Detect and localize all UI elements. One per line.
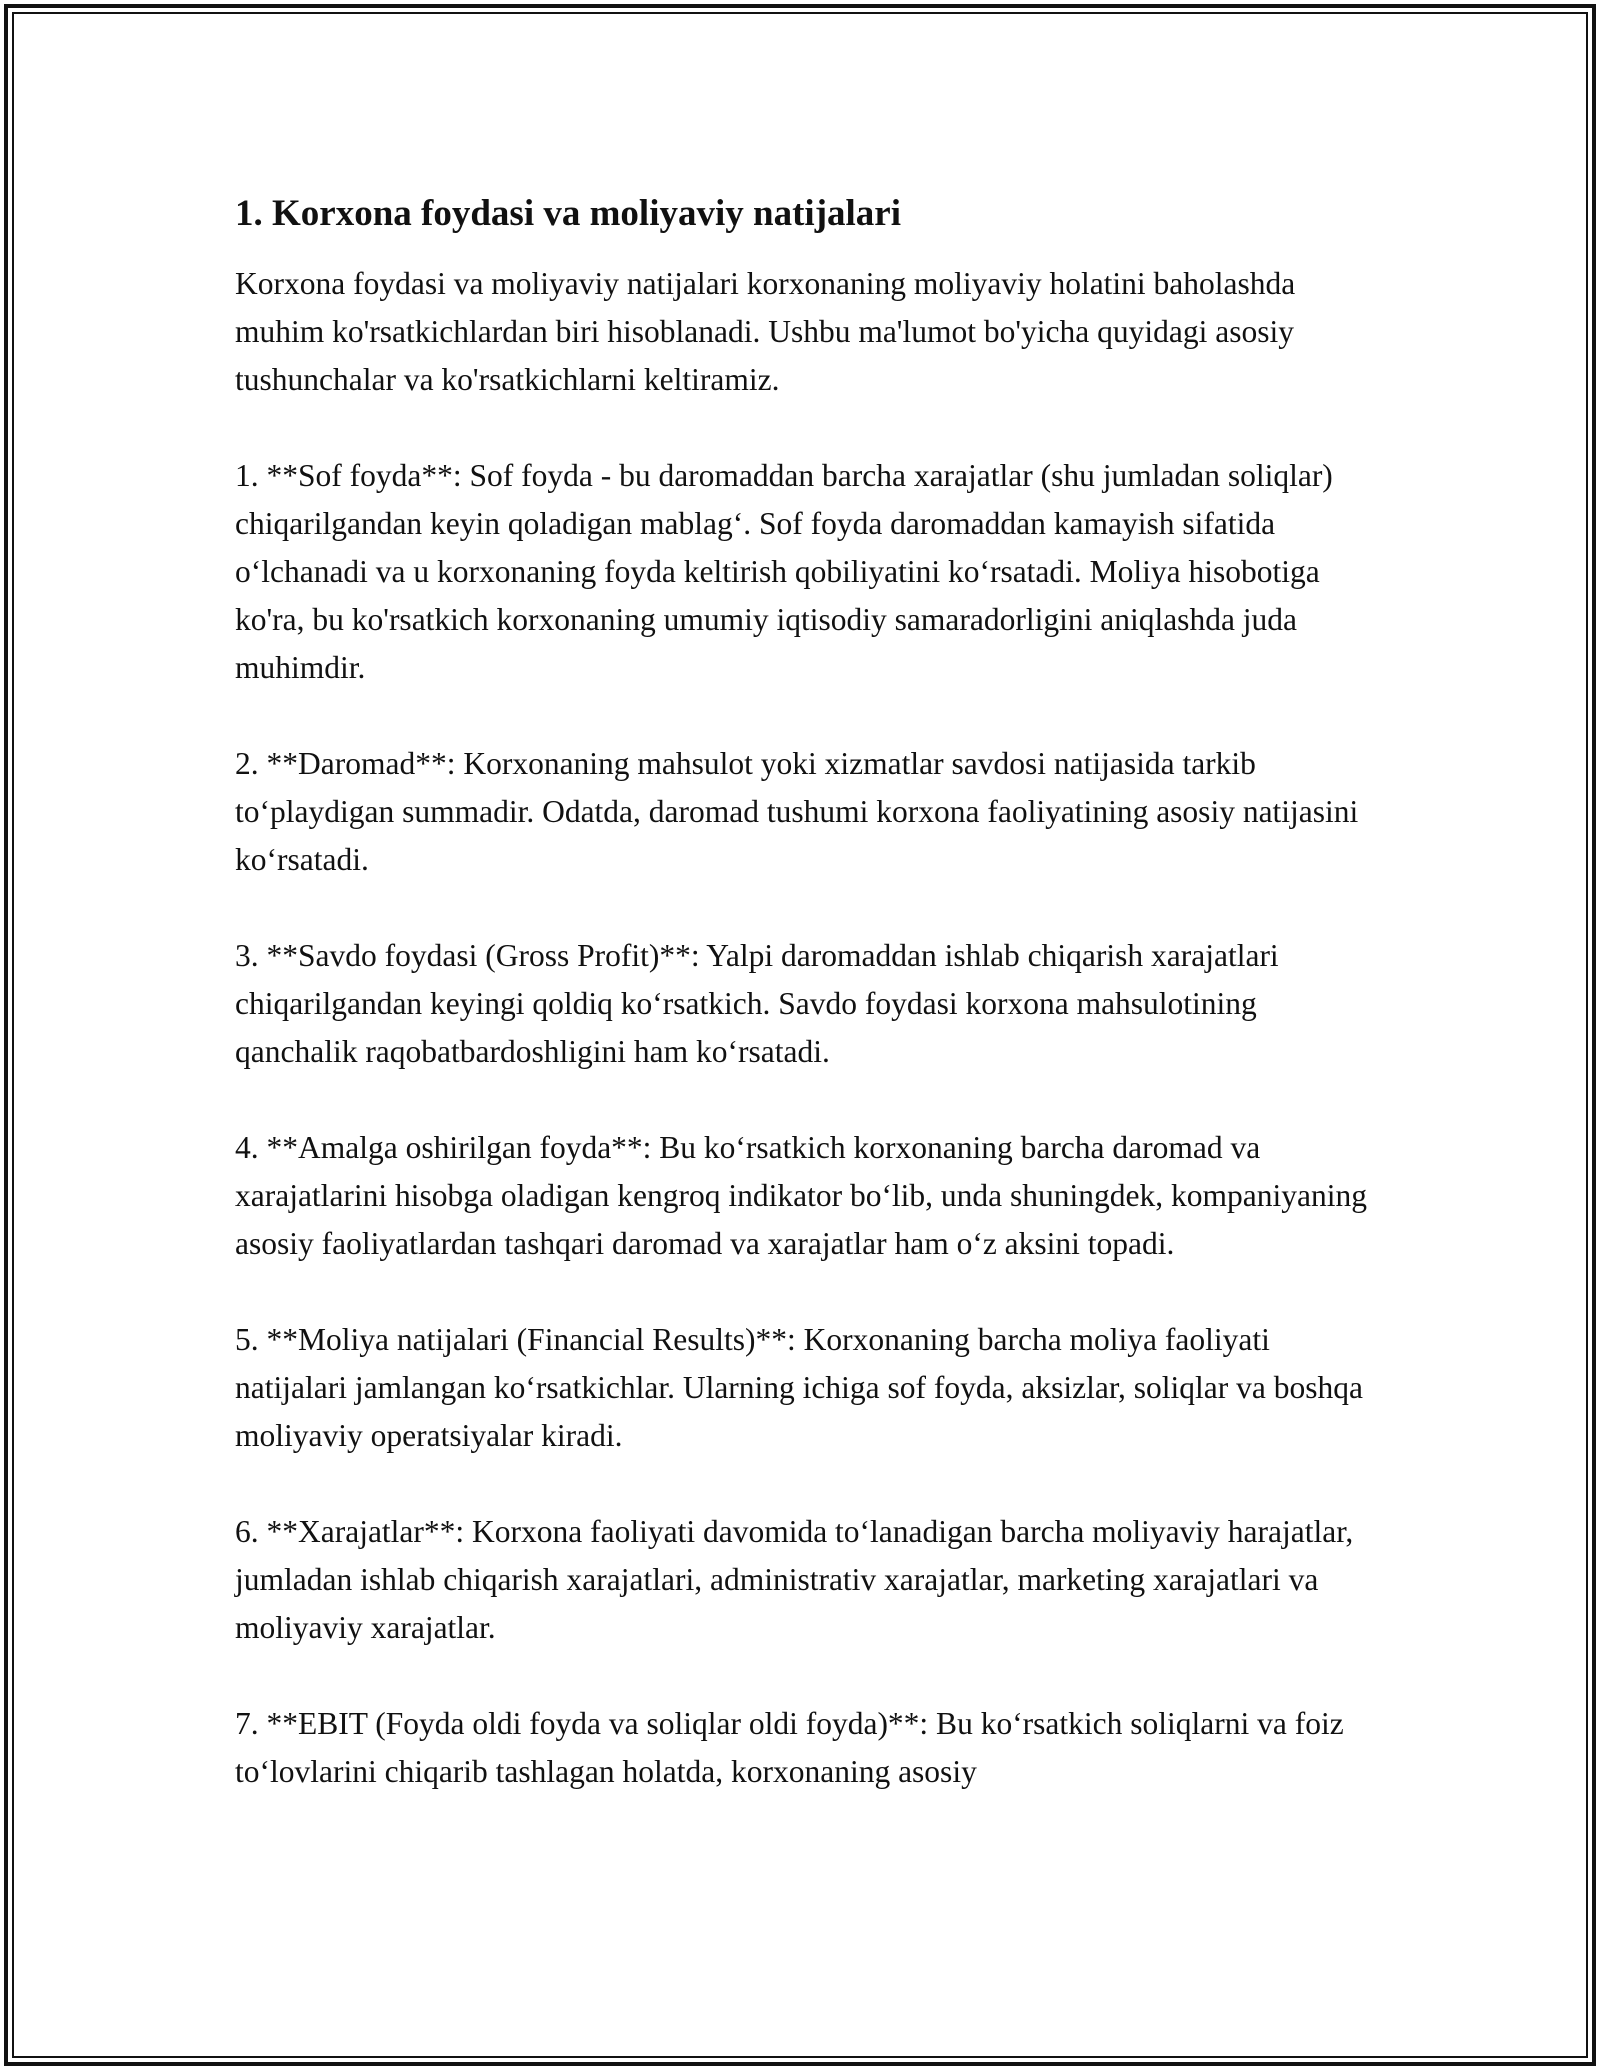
list-item-daromad: 2. **Daromad**: Korxonaning mahsulot yoki xizmatlar savdosi natijasida tarkib to‘playdigan summadir. Odatda, daromad tushumi korxona faoliyatining asosiy natijasini ko‘rsatadi. — [235, 746, 1359, 877]
list-item-moliya-natijalari: 5. **Moliya natijalari (Financial Results)**: Korxonaning barcha moliya faoliyati natijalari jamlangan ko‘rsatkichlar. Ularning ichiga sof foyda, aksizlar, soliqlar va boshqa moliyaviy operatsiyalar kiradi. — [235, 1322, 1364, 1453]
intro-paragraph: Korxona foydasi va moliyaviy natijalari korxonaning moliyaviy holatini baholashda muhim ko'rsatkichlardan biri hisoblanadi. Ushbu ma'lumot bo'yicha quyidagi asosiy tushunchalar va ko'rsatkichlarni keltiramiz. — [235, 266, 1296, 397]
list-item-savdo-foydasi: 3. **Savdo foydasi (Gross Profit)**: Yalpi daromaddan ishlab chiqarish xarajatlari chiqarilgandan keyingi qoldiq ko‘rsatkich. Savdo foydasi korxona mahsulotining qanchalik raqobatbardoshligini ham ko‘rsatadi. — [235, 938, 1279, 1069]
document-title: 1. Korxona foydasi va moliyaviy natijalari — [235, 193, 901, 234]
list-item-sof-foyda: 1. **Sof foyda**: Sof foyda - bu daromaddan barcha xarajatlar (shu jumladan soliqlar) chiqarilgandan keyin qoladigan mablag‘. Sof foyda daromaddan kamayish sifatida o‘lchanadi va u korxonaning foyda keltirish qobiliyatini ko‘rsatadi. Moliya hisobotiga ko'ra, bu ko'rsatkich korxonaning umumiy iqtisodiy samaradorligini aniqlashda juda muhimdir. — [235, 458, 1333, 685]
list-item-ebit: 7. **EBIT (Foyda oldi foyda va soliqlar oldi foyda)**: Bu ko‘rsatkich soliqlarni va foiz to‘lovlarini chiqarib tashlagan holatda, korxonaning asosiy — [235, 1706, 1344, 1789]
list-item-amalga-oshirilgan-foyda: 4. **Amalga oshirilgan foyda**: Bu ko‘rsatkich korxonaning barcha daromad va xarajatlarini hisobga oladigan kengroq indikator bo‘lib, unda shuningdek, kompaniyaning asosiy faoliyatlardan tashqari daromad va xarajatlar ham o‘z aksini topadi. — [235, 1130, 1368, 1261]
list-item-xarajatlar: 6. **Xarajatlar**: Korxona faoliyati davomida to‘lanadigan barcha moliyaviy harajatlar, jumladan ishlab chiqarish xarajatlari, administrativ xarajatlar, marketing xarajatlari va moliyaviy xarajatlar. — [235, 1514, 1354, 1645]
document-body — [235, 188, 1385, 1796]
